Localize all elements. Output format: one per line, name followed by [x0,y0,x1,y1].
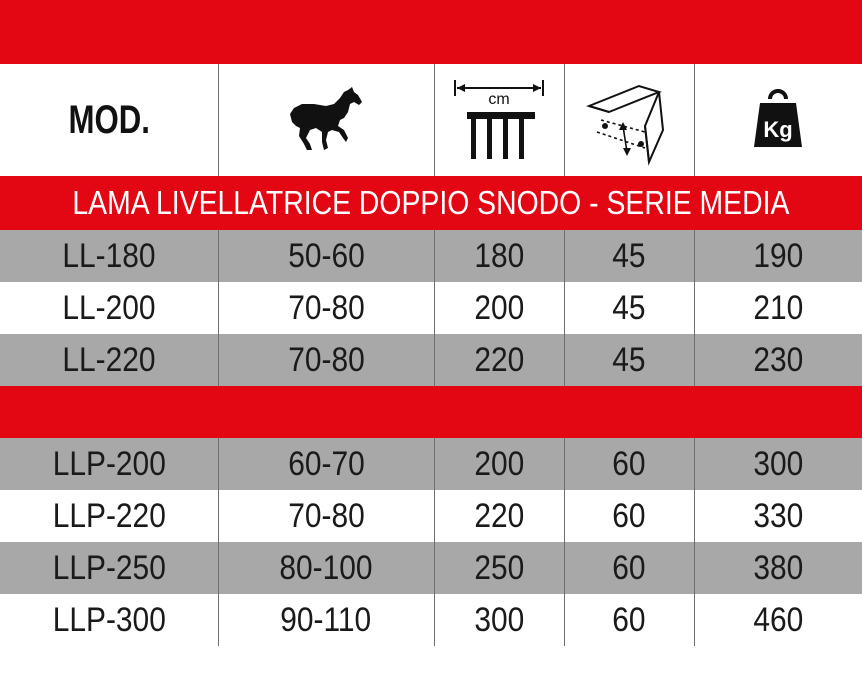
weight-value: 190 [753,236,803,275]
width-cell [434,438,564,490]
column-divider [694,438,695,646]
weight-value: 210 [753,288,803,327]
weight-value: 330 [753,496,803,535]
angle-value: 45 [612,236,646,275]
weight-cell [694,230,862,282]
width-cell [434,334,564,386]
header-divider [564,64,565,176]
header-hp-cell [218,64,434,176]
hp-value: 70-80 [287,340,365,379]
header-angle-cell [564,64,694,176]
hp-value: 60-70 [287,444,365,483]
model-value: LLP-220 [52,496,166,535]
angle-cell [564,542,694,594]
header-weight-cell [694,64,862,176]
model-value: LL-180 [62,236,156,275]
hp-cell [218,438,434,490]
weight-kg-icon [748,87,808,153]
table-row [0,282,862,334]
angle-value: 45 [612,340,646,379]
column-divider [434,230,435,386]
model-cell [0,594,218,646]
angle-cell [564,282,694,334]
weight-kg-label: Kg [763,117,793,142]
weight-cell [694,490,862,542]
weight-value: 300 [753,444,803,483]
angle-value: 60 [612,600,646,639]
width-unit-label: cm [488,91,510,108]
width-value: 180 [474,236,524,275]
table-row [0,438,862,490]
model-cell [0,230,218,282]
model-cell [0,334,218,386]
hp-cell [218,282,434,334]
angle-value: 45 [612,288,646,327]
width-cell [434,282,564,334]
width-value: 200 [474,288,524,327]
column-divider [434,438,435,646]
width-value: 250 [474,548,524,587]
hp-value: 90-110 [280,600,372,639]
hp-value: 70-80 [287,496,365,535]
hp-cell [218,542,434,594]
header-divider [694,64,695,176]
table-row [0,490,862,542]
angle-cell [564,334,694,386]
weight-cell [694,334,862,386]
model-cell [0,490,218,542]
table-header [0,64,862,176]
table-row [0,230,862,282]
hp-cell [218,490,434,542]
header-divider [434,64,435,176]
blade-width-icon [451,72,547,168]
weight-cell [694,542,862,594]
angle-cell [564,230,694,282]
model-value: LLP-250 [52,548,166,587]
width-cell [434,230,564,282]
hp-cell [218,230,434,282]
column-divider [694,230,695,386]
model-value: LLP-200 [52,444,166,483]
model-value: LL-200 [62,288,156,327]
weight-cell [694,594,862,646]
weight-cell [694,282,862,334]
model-column-label: MOD. [68,97,150,142]
width-cell [434,594,564,646]
weight-cell [694,438,862,490]
weight-value: 460 [753,600,803,639]
top-red-bar [0,0,862,64]
width-value: 220 [474,496,524,535]
model-cell [0,438,218,490]
column-divider [218,438,219,646]
angle-cell [564,594,694,646]
header-model-cell [0,64,218,176]
width-cell [434,490,564,542]
width-value: 200 [474,444,524,483]
header-divider [218,64,219,176]
width-cell [434,542,564,594]
header-width-cell [434,64,564,176]
model-value: LL-220 [62,340,156,379]
section-title-bar [0,176,862,230]
model-cell [0,282,218,334]
weight-value: 380 [753,548,803,587]
angle-value: 60 [612,496,646,535]
width-value: 300 [474,600,524,639]
model-cell [0,542,218,594]
blade-angle-icon [579,70,679,170]
column-divider [564,230,565,386]
hp-value: 70-80 [287,288,365,327]
model-value: LLP-300 [52,600,166,639]
section-title-bar [0,386,862,438]
angle-cell [564,490,694,542]
width-value: 220 [474,340,524,379]
column-divider [218,230,219,386]
weight-value: 230 [753,340,803,379]
table-row [0,542,862,594]
hp-value: 50-60 [287,236,365,275]
section-title: LAMA LIVELLATRICE DOPPIO SNODO - SERIE MEDIA [72,184,790,221]
horse-icon [288,86,364,154]
angle-cell [564,438,694,490]
angle-value: 60 [612,548,646,587]
hp-cell [218,594,434,646]
table-row [0,334,862,386]
hp-cell [218,334,434,386]
table-row [0,594,862,646]
hp-value: 80-100 [279,548,373,587]
column-divider [564,438,565,646]
angle-value: 60 [612,444,646,483]
